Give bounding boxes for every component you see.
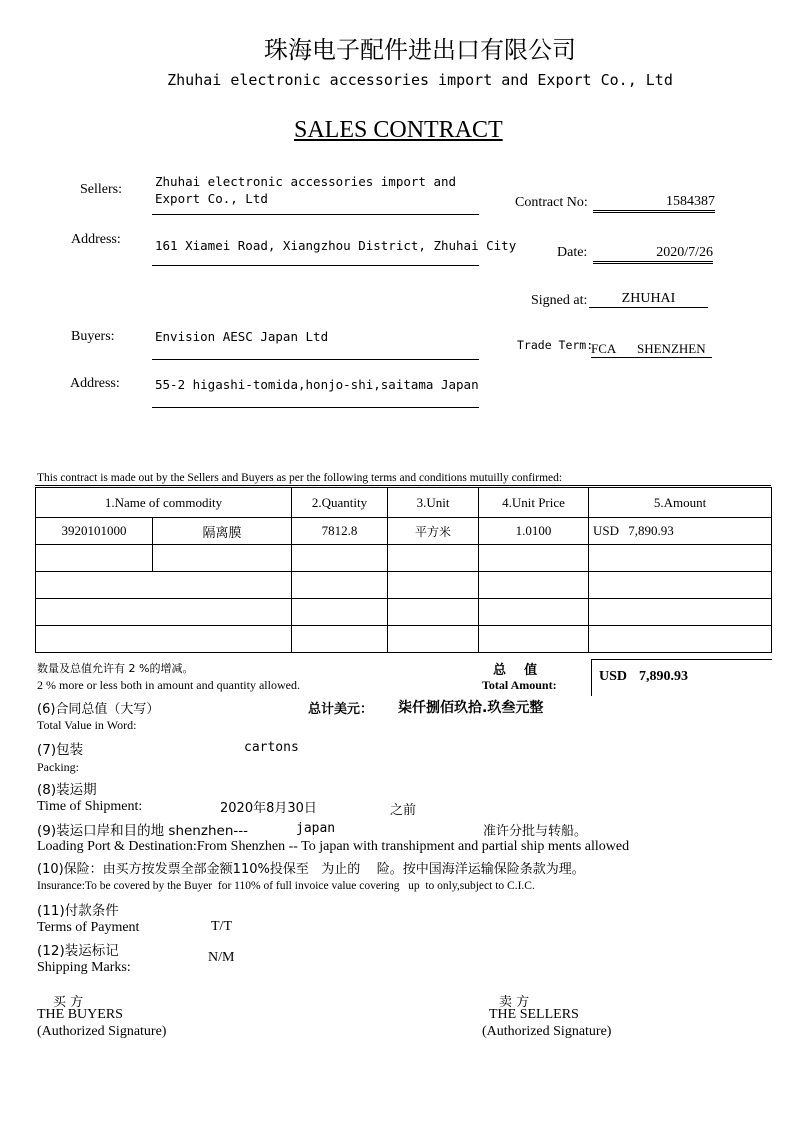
total-currency: USD — [599, 669, 628, 684]
header-amount: 5.Amount — [589, 488, 772, 518]
term-9-dest: japan — [296, 821, 336, 836]
contract-no-label: Contract No: — [515, 195, 588, 210]
term-10-cn: (10)保险：由买方按发票全部金额110%投保至 为止的 险。按中国海洋运输保险条款为理。 — [37, 862, 585, 877]
trade-term-value — [591, 341, 712, 358]
term-11-cn: (11)付款条件 — [37, 903, 119, 919]
trade-term-place: SHENZHEN — [637, 341, 706, 356]
header-unit: 3.Unit — [388, 488, 479, 518]
goods-table — [35, 487, 772, 653]
term-9-cn: (9)装运口岸和目的地 shenzhen--- — [37, 823, 248, 839]
term-7-en: Packing: — [37, 760, 79, 774]
term-6-label: 总计美元： — [308, 702, 374, 717]
company-name-en: Zhuhai electronic accessories import and Export Co., Ltd — [167, 71, 673, 89]
total-amount-value: 7,890.93 — [639, 669, 688, 684]
trade-term-label: Trade Term: — [517, 338, 594, 352]
buyers-signature-en: THE BUYERS — [37, 1007, 123, 1022]
header-unit-price: 4.Unit Price — [479, 488, 589, 518]
amount-value: 7,890.93 — [628, 523, 674, 538]
term-12-value: N/M — [208, 950, 235, 965]
term-6-en: Total Value in Word: — [37, 718, 137, 732]
document-title: SALES CONTRACT — [294, 117, 503, 143]
tolerance-en: 2 % more or less both in amount and quantity allowed. — [37, 678, 300, 692]
amount-cell — [589, 518, 772, 545]
sellers-label: Sellers: — [80, 182, 122, 197]
tolerance-cn: 数量及总值允许有 2 %的增减。 — [37, 662, 194, 675]
term-9-en: Loading Port & Destination:From Shenzhen -- To japan with transhipment and partial ship ments allowed — [37, 839, 630, 854]
buyer-address: 55-2 higashi-tomida,honjo-shi,saitama Japan — [155, 377, 479, 392]
term-8-cn: (8)装运期 — [37, 782, 97, 798]
buyer-address-label: Address: — [70, 376, 120, 391]
term-11-value: T/T — [211, 919, 232, 934]
buyers-signature-cn: 买 方 — [53, 995, 84, 1010]
term-12-cn: (12)装运标记 — [37, 943, 119, 959]
unit-price-cell: 1.0100 — [479, 518, 589, 545]
seller-address: 161 Xiamei Road, Xiangzhou District, Zhuhai City — [155, 238, 517, 253]
trade-term-incoterm: FCA — [591, 341, 617, 356]
term-9-allow: 准许分批与转船。 — [483, 824, 588, 839]
term-8-value: 2020年8月30日 — [220, 801, 317, 816]
quantity-cell: 7812.8 — [292, 518, 388, 545]
term-6-words: 柒仟捌佰玖拾.玖叁元整 — [398, 700, 544, 716]
buyer-address-underline — [152, 407, 479, 408]
sellers-signature-cn: 卖 方 — [499, 995, 530, 1010]
term-7-cn: (7)包装 — [37, 742, 84, 758]
sellers-name-line1: Zhuhai electronic accessories import and — [155, 174, 457, 189]
intro-rule — [35, 485, 771, 486]
term-8-en: Time of Shipment: — [37, 799, 143, 814]
sellers-underline — [152, 214, 479, 215]
table-row — [36, 518, 772, 545]
sellers-signature-en: THE SELLERS — [489, 1007, 579, 1022]
table-row-empty — [36, 545, 772, 572]
term-8-suffix: 之前 — [390, 803, 417, 818]
buyers-underline — [152, 359, 479, 360]
term-7-value: cartons — [244, 740, 299, 755]
table-row-empty — [36, 572, 772, 599]
header-commodity: 1.Name of commodity — [36, 488, 292, 518]
table-row-empty — [36, 599, 772, 626]
commodity-name-cell: 隔离膜 — [153, 518, 292, 545]
buyers-authorized-signature: (Authorized Signature) — [37, 1024, 167, 1039]
buyers-name: Envision AESC Japan Ltd — [155, 329, 329, 344]
company-name-cn: 珠海电子配件进出口有限公司 — [264, 36, 576, 64]
contract-intro: This contract is made out by the Sellers and Buyers as per the following terms and conditions mutuilly confirmed: — [37, 472, 563, 484]
amount-currency: USD — [593, 523, 620, 538]
buyers-label: Buyers: — [71, 329, 115, 344]
header-quantity: 2.Quantity — [292, 488, 388, 518]
contract-no-value: 1584387 — [593, 194, 715, 213]
unit-cell: 平方米 — [388, 518, 479, 545]
date-value: 2020/7/26 — [593, 245, 713, 264]
term-12-en: Shipping Marks: — [37, 960, 131, 975]
term-11-en: Terms of Payment — [37, 920, 140, 935]
signed-at-value: ZHUHAI — [589, 291, 708, 308]
table-row-empty — [36, 626, 772, 653]
total-amount-label: Total Amount: — [482, 678, 557, 692]
term-10-en: Insurance:To be covered by the Buyer for 110% of full invoice value covering up to only,subject to C.I.C. — [37, 880, 535, 892]
total-amount-cn: 总 值 — [493, 663, 538, 678]
sellers-name-line2: Export Co., Ltd — [155, 191, 268, 206]
total-amount-box — [591, 659, 772, 696]
seller-address-label: Address: — [71, 232, 121, 247]
table-header-row — [36, 488, 772, 518]
signed-at-label: Signed at: — [531, 293, 588, 308]
hs-code-cell: 3920101000 — [36, 518, 153, 545]
term-6-cn: (6)合同总值（大写） — [37, 702, 160, 717]
seller-address-underline — [152, 265, 479, 266]
sellers-authorized-signature: (Authorized Signature) — [482, 1024, 612, 1039]
date-label: Date: — [557, 245, 588, 260]
